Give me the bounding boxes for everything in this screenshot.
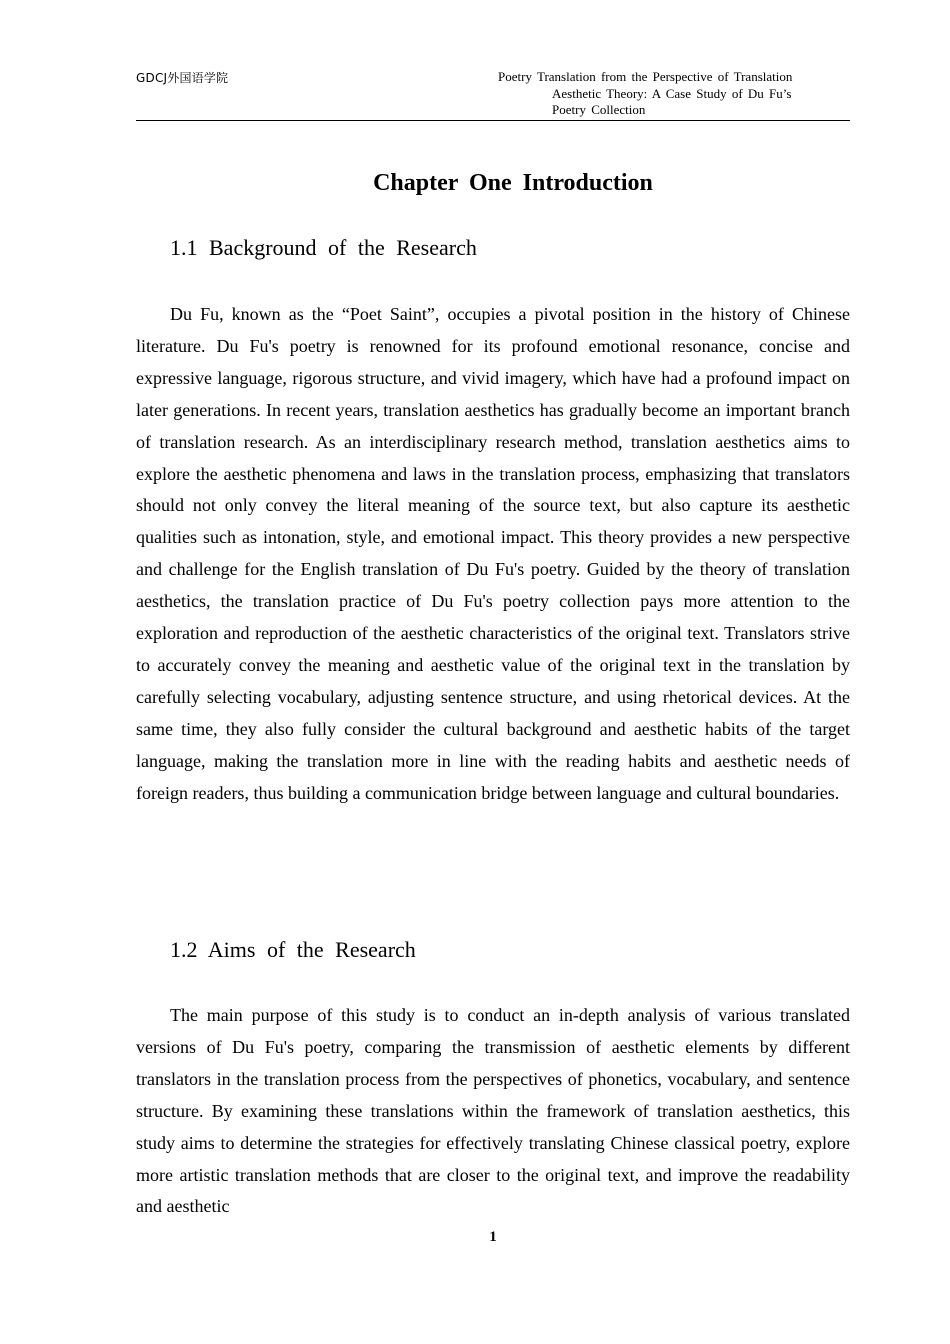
header-running-title	[498, 69, 838, 119]
section-heading-background: 1.1 Background of the Research	[170, 235, 477, 260]
header-title-line-2: Aesthetic Theory: A Case Study of Du Fu’s	[552, 85, 792, 101]
header-institution: GDCJ外国语学院	[136, 71, 229, 85]
header-title-line-1: Poetry Translation from the Perspective of Translation	[498, 69, 793, 84]
header-title-line-3: Poetry Collection	[552, 102, 646, 117]
header-divider	[136, 120, 850, 121]
section-paragraph-background: Du Fu, known as the “Poet Saint”, occupies a pivotal position in the history of Chinese literature. Du Fu's poetry is renowned for its profound emotional resonance, concise and expressive language, rigorous structure, and vivid imagery, which have had a profound impact on later generations. In recent years, translation aesthetics has gradually become an important branch of translation research. As an interdisciplinary research method, translation aesthetics aims to explore the aesthetic phenomena and laws in the translation process, emphasizing that translators should not only convey the literal meaning of the source text, but also capture its aesthetic qualities such as intonation, style, and emotional impact. This theory provides a new perspective and challenge for the English translation of Du Fu's poetry. Guided by the theory of translation aesthetics, the translation practice of Du Fu's poetry collection pays more attention to the exploration and reproduction of the aesthetic characteristics of the original text. Translators strive to accurately convey the meaning and aesthetic value of the original text in the translation by carefully selecting vocabulary, adjusting sentence structure, and using rhetorical devices. At the same time, they also fully consider the cultural background and aesthetic habits of the target language, making the translation more in line with the reading habits and aesthetic needs of foreign readers, thus building a communication bridge between language and cultural boundaries.	[136, 304, 850, 803]
section-paragraph-aims: The main purpose of this study is to conduct an in-depth analysis of various translated versions of Du Fu's poetry, comparing the transmission of aesthetic elements by different translators in the translation process from the perspectives of phonetics, vocabulary, and sentence structure. By examining these translations within the framework of translation aesthetics, this study aims to determine the strategies for effectively translating Chinese classical poetry, explore more artistic translation methods that are closer to the original text, and improve the readability and aesthetic	[136, 1005, 850, 1217]
page-number	[136, 1229, 850, 1246]
page-number-text: 1	[489, 1229, 497, 1245]
chapter-title: Chapter One Introduction	[373, 170, 653, 196]
section-heading-aims: 1.2 Aims of the Research	[170, 937, 416, 962]
